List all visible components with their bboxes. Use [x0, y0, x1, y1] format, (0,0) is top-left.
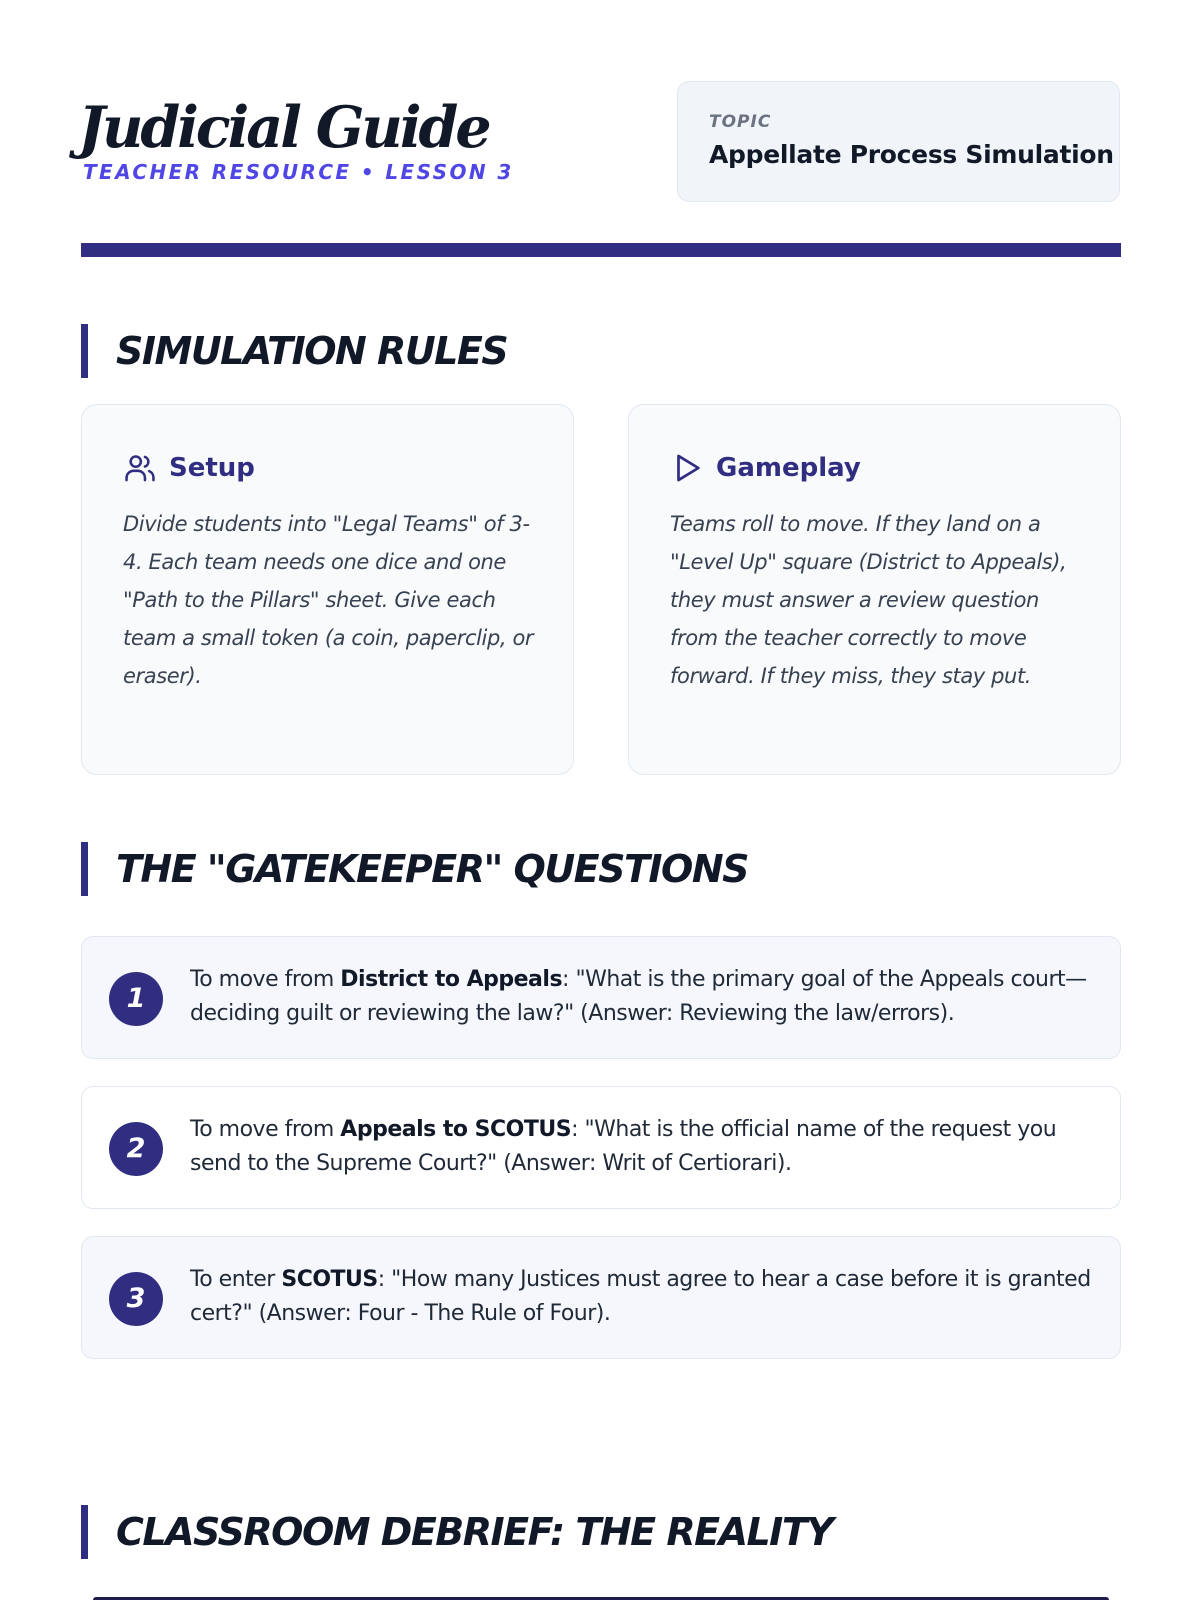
section-accent-bar [81, 842, 88, 896]
users-icon [123, 451, 157, 485]
section-accent-bar [81, 324, 88, 378]
section-title: SIMULATION RULES [116, 329, 508, 373]
play-icon [670, 451, 704, 485]
page-title: Judicial Guide [78, 94, 489, 161]
section-title: THE "GATEKEEPER" QUESTIONS [116, 847, 749, 891]
setup-body: Divide students into "Legal Teams" of 3-4. Each team needs one dice and one "Path to the Pillars" sheet. Give each team a small token (a coin, paperclip, or eraser). [123, 512, 534, 688]
page-header [78, 80, 1121, 205]
section-heading-questions [81, 842, 1121, 896]
question-text: To move from District to Appeals: "What is the primary goal of the Appeals court—deciding guilt or reviewing the law?" (Answer: Reviewing the law/errors). [190, 967, 1087, 1026]
section-title: CLASSROOM DEBRIEF: THE REALITY [116, 1510, 833, 1554]
question-text: To move from Appeals to SCOTUS: "What is the official name of the request you send to the Supreme Court?" (Answer: Writ of Certiorari). [190, 1117, 1057, 1176]
header-divider [81, 243, 1121, 257]
topic-label: TOPIC [709, 112, 772, 132]
gameplay-body: Teams roll to move. If they land on a "Level Up" square (District to Appeals), they must answer a review question from the teacher correctly to move forward. If they miss, they stay put. [670, 512, 1067, 688]
topic-box [677, 81, 1120, 202]
gameplay-card [628, 404, 1121, 775]
page-subtitle: TEACHER RESOURCE • LESSON 3 [83, 160, 514, 184]
setup-title: Setup [169, 453, 255, 483]
question-card [81, 1236, 1121, 1359]
question-number-badge: 3 [109, 1272, 163, 1326]
gameplay-title: Gameplay [716, 453, 861, 483]
question-number-badge: 2 [109, 1122, 163, 1176]
question-card [81, 1086, 1121, 1209]
section-heading-debrief [81, 1505, 1121, 1559]
question-card [81, 936, 1121, 1059]
setup-card [81, 404, 574, 775]
section-heading-rules [81, 324, 1121, 378]
question-number-badge: 1 [109, 972, 163, 1026]
topic-value: Appellate Process Simulation [709, 140, 1114, 169]
section-accent-bar [81, 1505, 88, 1559]
question-text: To enter SCOTUS: "How many Justices must agree to hear a case before it is granted cert?" (Answer: Four - The Rule of Four). [190, 1267, 1091, 1326]
